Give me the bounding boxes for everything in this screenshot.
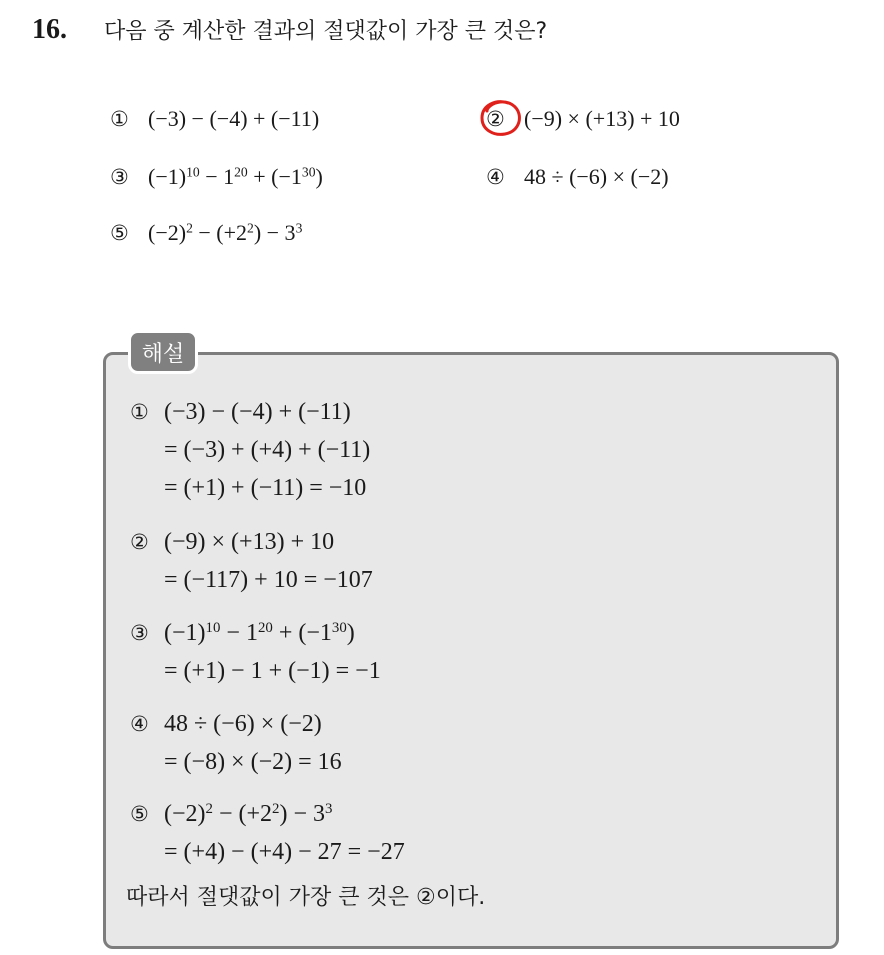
- solution-item-5: [130, 795, 405, 871]
- choice-4[interactable]: [486, 164, 669, 190]
- solution-marker: ⑤: [130, 802, 149, 826]
- solution-line: = (−3) + (+4) + (−11): [164, 437, 371, 463]
- solution-line: = (+4) − (+4) − 27 = −27: [164, 839, 405, 865]
- solution-line: 48 ÷ (−6) × (−2): [164, 711, 322, 737]
- choice-2[interactable]: [486, 106, 680, 132]
- solution-item-1: [130, 393, 370, 507]
- question-number: 16.: [32, 14, 67, 45]
- solution-tab: 해설: [128, 330, 198, 374]
- solution-line: = (−117) + 10 = −107: [164, 567, 373, 593]
- solution-line: = (+1) + (−11) = −10: [164, 475, 367, 501]
- choice-marker: ⑤: [110, 221, 129, 245]
- solution-line: $(-1)^{10} - 1^{20} + (-1^{30})$: [164, 619, 355, 646]
- choice-expression: (−3) − (−4) + (−11): [148, 106, 320, 131]
- solution-marker: ①: [130, 400, 149, 424]
- solution-marker: ④: [130, 712, 149, 736]
- solution-marker: ③: [130, 621, 149, 645]
- solution-line: = (−8) × (−2) = 16: [164, 749, 342, 775]
- choice-marker: ②: [486, 107, 505, 131]
- choice-expression: $(-1)^{10} - 1^{20} + (-1^{30})$: [148, 164, 323, 189]
- question-header: [32, 14, 547, 46]
- choice-marker: ④: [486, 165, 505, 189]
- solution-item-4: [130, 705, 342, 781]
- solution-line: $(-2)^2 - (+2^2) - 3^3$: [164, 800, 333, 827]
- choice-expression: (−9) × (+13) + 10: [524, 106, 680, 131]
- solution-item-2: [130, 523, 373, 599]
- choice-expression: 48 ÷ (−6) × (−2): [524, 164, 669, 189]
- solution-line: = (+1) − 1 + (−1) = −1: [164, 658, 381, 684]
- choice-marker: ③: [110, 165, 129, 189]
- choice-3[interactable]: [110, 164, 323, 190]
- choice-expression: $(-2)^2 - (+2^2) - 3^3$: [148, 220, 303, 245]
- solution-line: (−3) − (−4) + (−11): [164, 399, 351, 425]
- choice-1[interactable]: [110, 106, 319, 132]
- solution-marker: ②: [130, 530, 149, 554]
- question-text: 다음 중 계산한 결과의 절댓값이 가장 큰 것은?: [104, 19, 548, 44]
- choice-marker: ①: [110, 107, 129, 131]
- solution-line: (−9) × (+13) + 10: [164, 529, 335, 555]
- choice-5[interactable]: [110, 220, 302, 246]
- solution-item-3: [130, 614, 381, 690]
- solution-conclusion: 따라서 절댓값이 가장 큰 것은 ②이다.: [126, 885, 486, 910]
